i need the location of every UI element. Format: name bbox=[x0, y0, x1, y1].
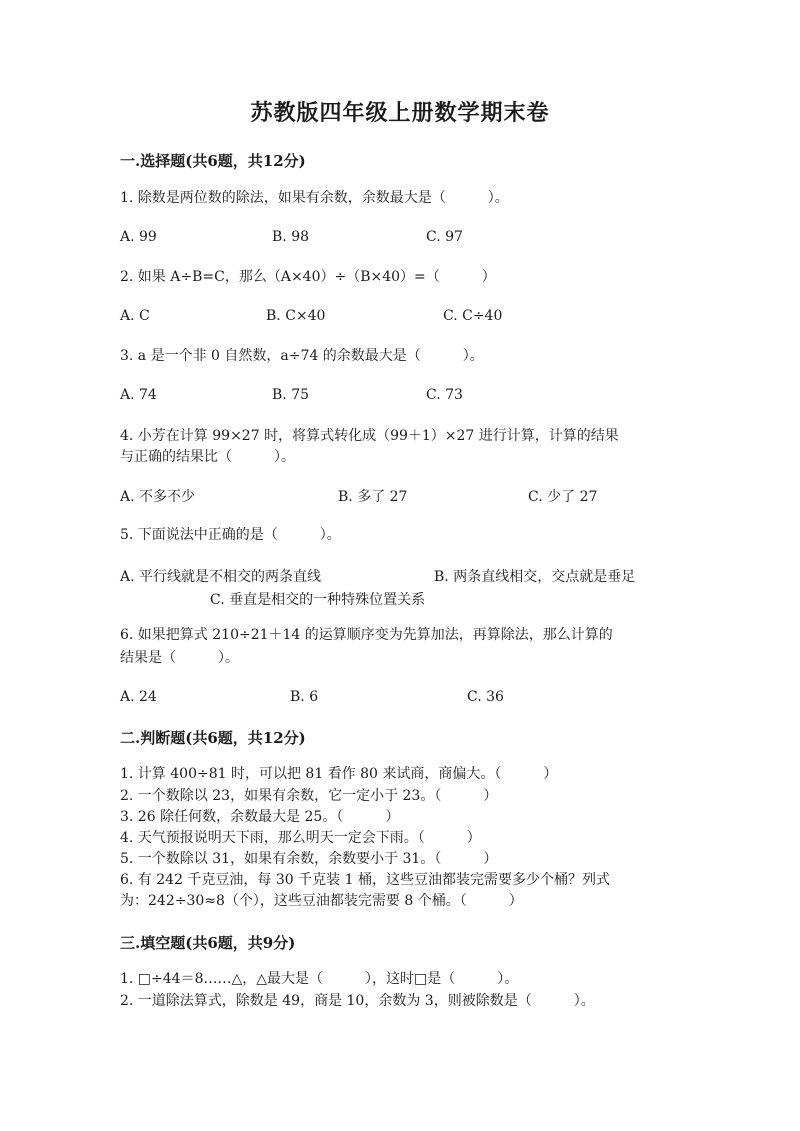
option-b: B. 98 bbox=[272, 229, 310, 245]
question-text: 结果是（ ）。 bbox=[120, 650, 239, 666]
question-text: 与正确的结果比（ ）。 bbox=[120, 449, 295, 465]
option-a: A. 24 bbox=[120, 689, 157, 705]
option-a: A. 平行线就是不相交的两条直线 bbox=[120, 569, 322, 585]
option-b: B. C×40 bbox=[266, 308, 326, 324]
section-heading-choice: 一.选择题(共6题，共12分) bbox=[120, 152, 306, 170]
section-heading-fill-in: 三.填空题(共6题，共9分) bbox=[120, 934, 296, 952]
fill-in-line: 2. 一道除法算式，除数是 49，商是 10，余数为 3，则被除数是（ ）。 bbox=[120, 993, 595, 1009]
option-b: B. 两条直线相交，交点就是垂足 bbox=[434, 569, 636, 585]
question-text: 2. 如果 A÷B=C，那么（A×40）÷（B×40）=（ ） bbox=[120, 269, 496, 285]
statement-line: 3. 26 除任何数，余数最大是 25。（ ） bbox=[120, 809, 400, 825]
option-a: A. 99 bbox=[120, 229, 157, 245]
option-a: A. C bbox=[120, 308, 150, 324]
question-text: 3. a 是一个非 0 自然数，a÷74 的余数最大是（ ）。 bbox=[120, 348, 484, 364]
option-b: B. 6 bbox=[290, 689, 319, 705]
question-text: 5. 下面说法中正确的是（ ）。 bbox=[120, 527, 341, 543]
option-c: C. C÷40 bbox=[443, 308, 503, 324]
section-heading-judgement: 二.判断题(共6题，共12分) bbox=[120, 729, 306, 747]
fill-in-line: 1. □÷44＝8……△，△最大是（ ），这时□是（ ）。 bbox=[120, 971, 519, 987]
option-b: B. 75 bbox=[272, 387, 310, 403]
question-text: 1. 除数是两位数的除法，如果有余数，余数最大是（ ）。 bbox=[120, 190, 509, 206]
option-a: A. 74 bbox=[120, 387, 157, 403]
statement-line: 2. 一个数除以 23，如果有余数，它一定小于 23。（ ） bbox=[120, 788, 498, 804]
option-c: C. 97 bbox=[426, 229, 463, 245]
statement-line: 4. 天气预报说明天下雨，那么明天一定会下雨。（ ） bbox=[120, 830, 481, 846]
question-text: 6. 如果把算式 210÷21＋14 的运算顺序变为先算加法，再算除法，那么计算的 bbox=[120, 627, 613, 643]
statement-line: 1. 计算 400÷81 时，可以把 81 看作 80 来试商，商偏大。（ ） bbox=[120, 766, 558, 782]
question-text: 4. 小芳在计算 99×27 时，将算式转化成（99＋1）×27 进行计算，计算的结果 bbox=[120, 428, 619, 444]
statement-line: 5. 一个数除以 31，如果有余数，余数要小于 31。（ ） bbox=[120, 851, 498, 867]
option-c: C. 垂直是相交的一种特殊位置关系 bbox=[210, 592, 426, 608]
exam-title: 苏教版四年级上册数学期末卷 bbox=[250, 100, 550, 126]
statement-line: 为：242÷30≈8（个），这些豆油都装完需要 8 个桶。（ ） bbox=[120, 893, 523, 909]
option-c: C. 少了 27 bbox=[528, 489, 598, 505]
option-c: C. 36 bbox=[467, 689, 504, 705]
statement-line: 6. 有 242 千克豆油，每 30 千克装 1 桶，这些豆油都装完需要多少个桶？列式 bbox=[120, 872, 610, 888]
option-b: B. 多了 27 bbox=[338, 489, 408, 505]
option-c: C. 73 bbox=[426, 387, 463, 403]
option-a: A. 不多不少 bbox=[120, 489, 196, 505]
